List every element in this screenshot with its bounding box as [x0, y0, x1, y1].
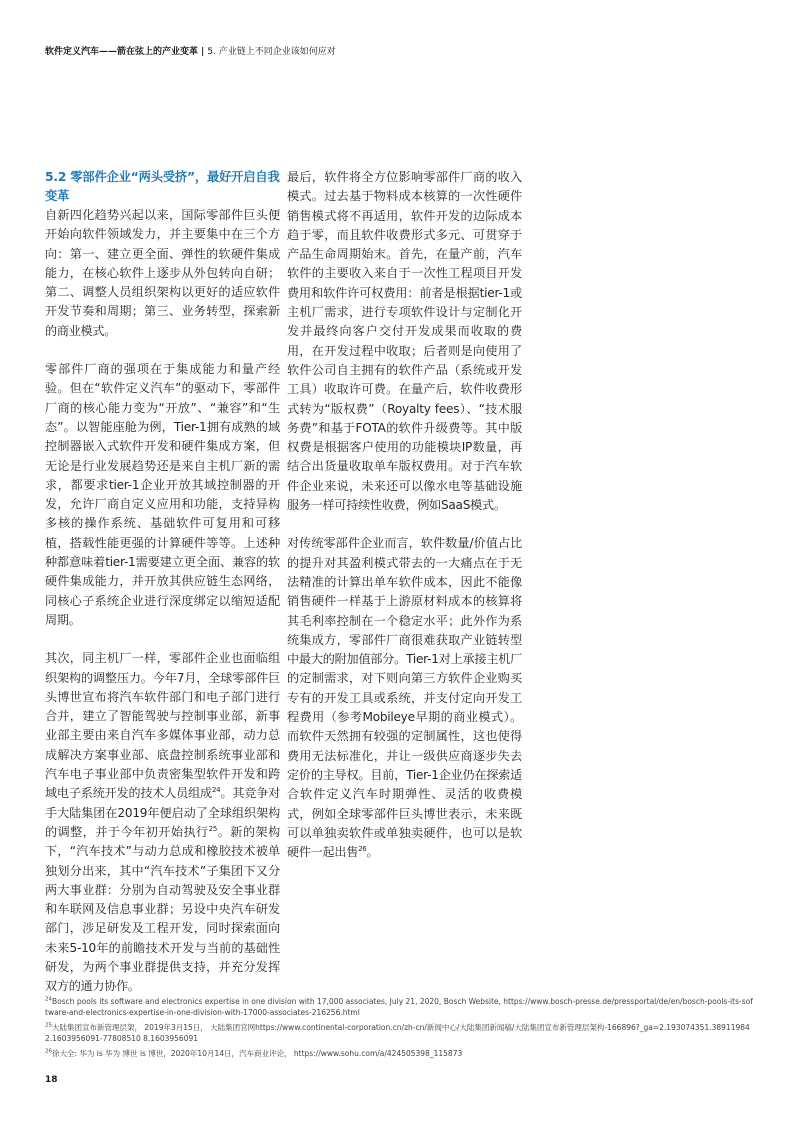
paragraph: 自新四化趋势兴起以来，国际零部件巨头便开始向软件领域发力，并主要集中在三个方向：第一、建立更全面、弹性的软硬件集成能力，在核心软件上逐步从外包转向自研；第二、调整人员组织架构以更好的适应软件开发节奏和周期；第三、业务转型，探索新的商业模式。: [45, 208, 280, 338]
footnote-text[interactable]: 徐大全: 华为 is 华为 博世 is 博世，2020年10月14日，汽车商业评论， https://www.sohu.com/a/424505398_115873: [52, 1049, 463, 1058]
footnote-number: 25: [45, 1022, 52, 1029]
paragraph: 零部件厂商的强项在于集成能力和量产经验。但在“软件定义汽车”的驱动下，零部件厂商的核心能力变为“开放”、“兼容”和“生态”。以智能座舱为例，Tier-1拥有成熟的域控制器嵌入式软件开发和硬件集成方案，但无论是行业发展趋势还是来自主机厂新的需求，都要求tier-1企业开放其域控制器的开发，允许厂商自定义应用和功能，支持异构多核的操作系统、基础软件可复用和可移植，搭载性能更强的计算硬件等等。上述种种都意味着tier-1需要建立更全面、兼容的软硬件集成能力，并开放其供应链生态网络，同核心子系统企业进行深度绑定以缩短适配周期。: [45, 362, 280, 627]
footnotes: [45, 996, 755, 1063]
report-title: 软件定义汽车——箭在弦上的产业变革: [45, 47, 199, 57]
footnote: [45, 1022, 755, 1044]
footnote-text[interactable]: Bosch pools its software and electronics expertise in one division with 17,000 associates, July 21, 2020, Bosch Website, https://www.bosch-presse.de/pressportal/de/en/bosch-pools-its-software-and-electronics-expertise-in-one-division-with-17000-associates-216256.html: [45, 997, 753, 1017]
running-header: [45, 44, 336, 57]
footnote-number: 24: [45, 996, 52, 1003]
footnote: [45, 1048, 755, 1059]
header-separator: |: [201, 47, 205, 57]
footnote-text[interactable]: 大陆集团宣布新管理层架， 2019年3月15日， 大陆集团官网https://www.continental-corporation.cn/zh-cn/新闻中心/大陆集团新闻稿/大陆集团宣布新管理层架构-166896?_ga=2.193074351.389119842.1603956091-77808510 8.1603956091: [45, 1023, 750, 1043]
left-column: [45, 168, 280, 997]
paragraph: 最后，软件将全方位影响零部件厂商的收入模式。过去基于物料成本核算的一次性硬件销售模式将不再适用，软件开发的边际成本趋于零，而且软件收费形式多元、可贯穿于产品生命周期始末。首先，在量产前，汽车软件的主要收入来自于一次性工程项目开发费用和软件许可权费用：前者是根据tier-1或主机厂需求，进行专项软件设计与定制化开发并最终向客户交付开发成果而收取的费用，在开发过程中收取；后者则是向使用了软件公司自主拥有的软件产品（系统或开发工具）收取许可费。在量产后，软件收费形式转为“版权费”（Royalty fees）、“技术服务费”和基于FOTA的软件升级费等。其中版权费是根据客户使用的功能模块IP数量，再结合出货量收取单车版权费用。对于汽车软件企业来说，未来还可以像水电等基础设施服务一样可持续性收费，例如SaaS模式。: [287, 170, 522, 513]
section-heading: 5.2 零部件企业“两头受挤”，最好开启自我变革: [45, 170, 280, 203]
footnote-ref[interactable]: 26: [358, 845, 367, 854]
footnote-ref[interactable]: 25: [208, 824, 218, 833]
section-title: 5. 产业链上不同企业该如何应对: [207, 47, 336, 57]
footnote: [45, 996, 755, 1018]
footnote-number: 26: [45, 1048, 52, 1055]
paragraph: 对传统零部件企业而言，软件数量/价值占比的提升对其盈利模式带去的一大痛点在于无法精准的计算出单车软件成本，因此不能像销售硬件一样基于上游原材料成本的核算将其毛利率控制在一个稳定水平；此外作为系统集成方，零部件厂商很难获取产业链转型中最大的附加值部分。Tier-1对上承接主机厂的定制需求，对下则向第三方软件企业购买专有的开发工具或系统，并支付定向开发工程费用（参考Mobileye早期的商业模式）。而软件天然拥有较强的定制属性，这也使得费用无法标准化，并让一级供应商逐步失去定价的主导权。目前，Tier-1企业仍在探索适合软件定义汽车时期弹性、灵活的收费模式，例如全球零部件巨头博世表示，未来既可以单独卖软件或单独卖硬件，也可以是软硬件一起出售$^{26}$。: [287, 536, 522, 860]
page-number: 18: [45, 1075, 58, 1085]
paragraph: 其次，同主机厂一样，零部件企业也面临组织架构的调整压力。今年7月，全球零部件巨头博世宣布将汽车软件部门和电子部门进行合并，建立了智能驾驶与控制事业部，新事业部主要由来自汽车多媒体事业部，动力总成解决方案事业部、底盘控制系统事业部和汽车电子事业部中负责密集型软件开发和跨域电子系统开发的技术人员组成$^{24}$。其竞争对手大陆集团在2019年便启动了全球组织架构的调整，并于今年初开始执行$^{25}$。新的架构下，“汽车技术”与动力总成和橡胶技术被单独划分出来，其中“汽车技术”子集团下又分两大事业群：分别为自动驾驶及安全事业群和车联网及信息事业群；另设中央汽车研发部门，涉足研发及工程开发，同时探索面向未来5-10年的前瞻技术开发与当前的基础性研发，为两个事业群提供支持，并充分发挥双方的通力协作。: [45, 651, 280, 994]
footnote-ref[interactable]: 24: [211, 786, 221, 795]
right-column: [287, 168, 522, 862]
